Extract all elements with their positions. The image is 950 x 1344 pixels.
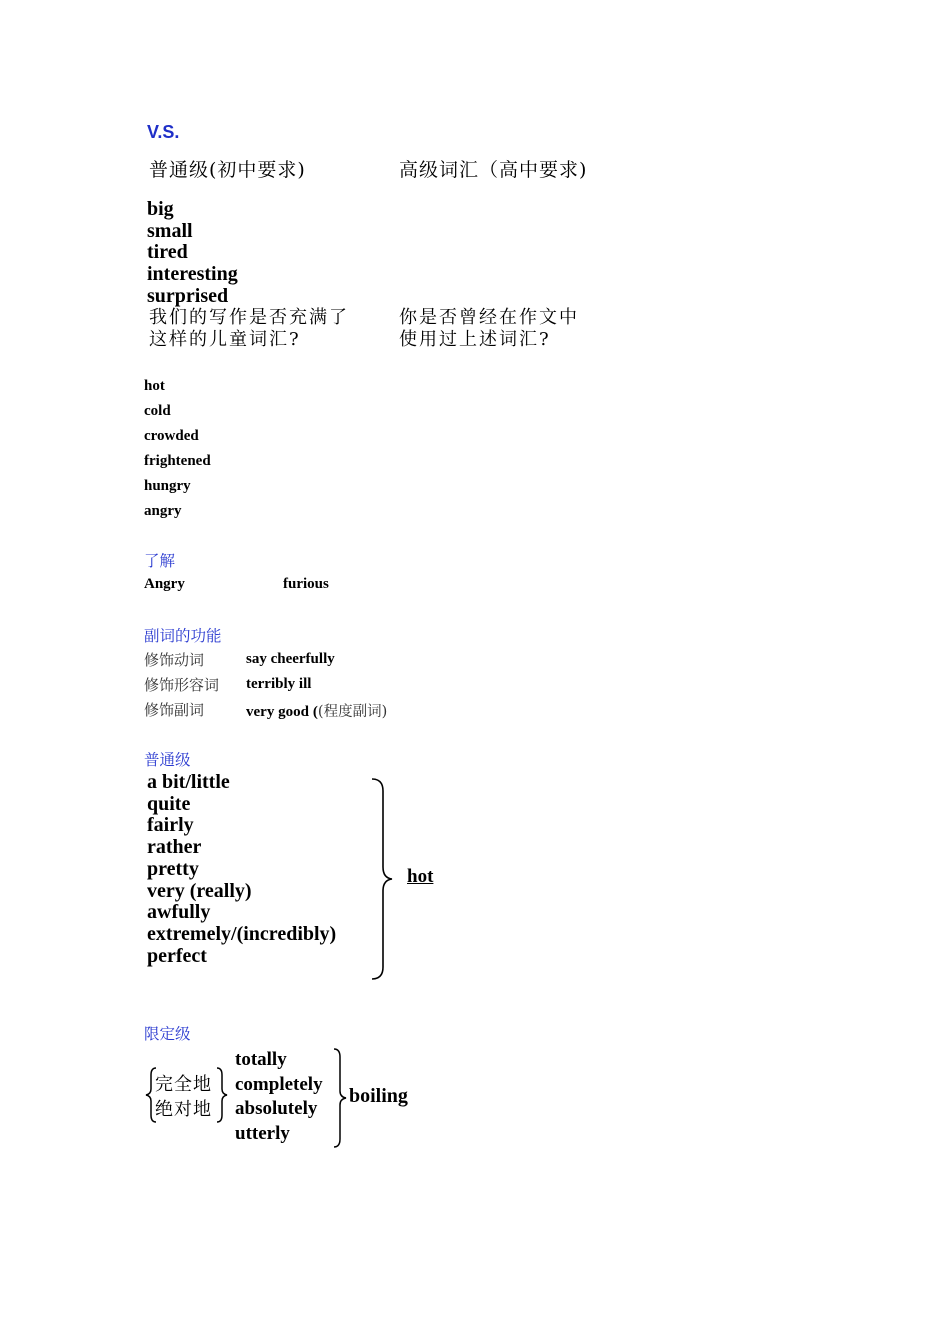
target-word-hot: hot — [407, 866, 434, 887]
basic-word-list — [147, 199, 238, 308]
question-line: 我们的写作是否充满了 — [149, 307, 349, 328]
list-item: perfect — [147, 944, 207, 967]
ordinary-adverb-list — [147, 772, 336, 967]
function-label: 修饰形容词 — [144, 676, 220, 694]
list-item: pretty — [147, 857, 199, 880]
list-item: utterly — [235, 1122, 290, 1144]
vs-heading: V.S. — [147, 122, 180, 142]
section-title-adverb-function: 副词的功能 — [144, 627, 222, 645]
function-example: say cheerfully — [246, 651, 335, 667]
list-item: rather — [147, 836, 202, 859]
question-line: 你是否曾经在作文中 — [399, 307, 579, 328]
paren-open: ( — [312, 704, 318, 720]
list-item: hungry — [144, 478, 191, 494]
list-item: hot — [144, 378, 165, 394]
function-note: (程度副词) — [317, 704, 388, 720]
right-brace-icon — [366, 777, 400, 981]
list-item: totally — [235, 1049, 287, 1070]
function-label: 修饰动词 — [144, 651, 205, 669]
word-angry: Angry — [144, 576, 185, 592]
function-label: 修饰副词 — [144, 701, 205, 719]
list-item: awfully — [147, 901, 211, 924]
list-item: a bit/little — [147, 771, 230, 793]
list-item: tired — [147, 241, 188, 264]
list-item: 完全地 — [155, 1074, 212, 1095]
section-title-understand: 了解 — [144, 552, 176, 570]
list-item: completely — [235, 1073, 323, 1095]
list-item: extremely/(incredibly) — [147, 922, 337, 945]
list-item: surprised — [147, 284, 229, 307]
list-item: 绝对地 — [155, 1098, 212, 1120]
right-brace-icon — [215, 1066, 229, 1124]
function-example-row — [246, 700, 387, 721]
target-word-boiling: boiling — [349, 1085, 408, 1107]
question-line: 这样的儿童词汇? — [149, 329, 301, 350]
list-item: quite — [147, 792, 191, 815]
section-title-ordinary-level: 普通级 — [144, 751, 191, 769]
right-brace-icon — [332, 1047, 348, 1149]
question-right — [399, 307, 579, 351]
question-left — [149, 307, 349, 351]
function-example: terribly ill — [246, 676, 312, 692]
list-item: cold — [144, 403, 171, 419]
more-word-list — [144, 374, 211, 524]
ordinary-level-title: 普通级(初中要求) — [149, 159, 306, 181]
list-item: very (really) — [147, 879, 252, 902]
question-line: 使用过上述词汇? — [399, 329, 551, 350]
section-title-limit-level: 限定级 — [144, 1025, 191, 1043]
list-item: angry — [144, 503, 182, 519]
list-item: frightened — [144, 453, 211, 469]
list-item: big — [147, 198, 174, 220]
function-example: very good — [246, 704, 309, 720]
list-item: interesting — [147, 263, 238, 286]
list-item: absolutely — [235, 1098, 318, 1119]
word-furious: furious — [283, 576, 329, 592]
list-item: fairly — [147, 814, 194, 837]
limit-adverb-list — [235, 1048, 323, 1146]
limit-chinese-list — [155, 1073, 212, 1122]
advanced-level-title: 高级词汇（高中要求) — [399, 159, 588, 181]
list-item: crowded — [144, 428, 199, 444]
list-item: small — [147, 219, 193, 242]
